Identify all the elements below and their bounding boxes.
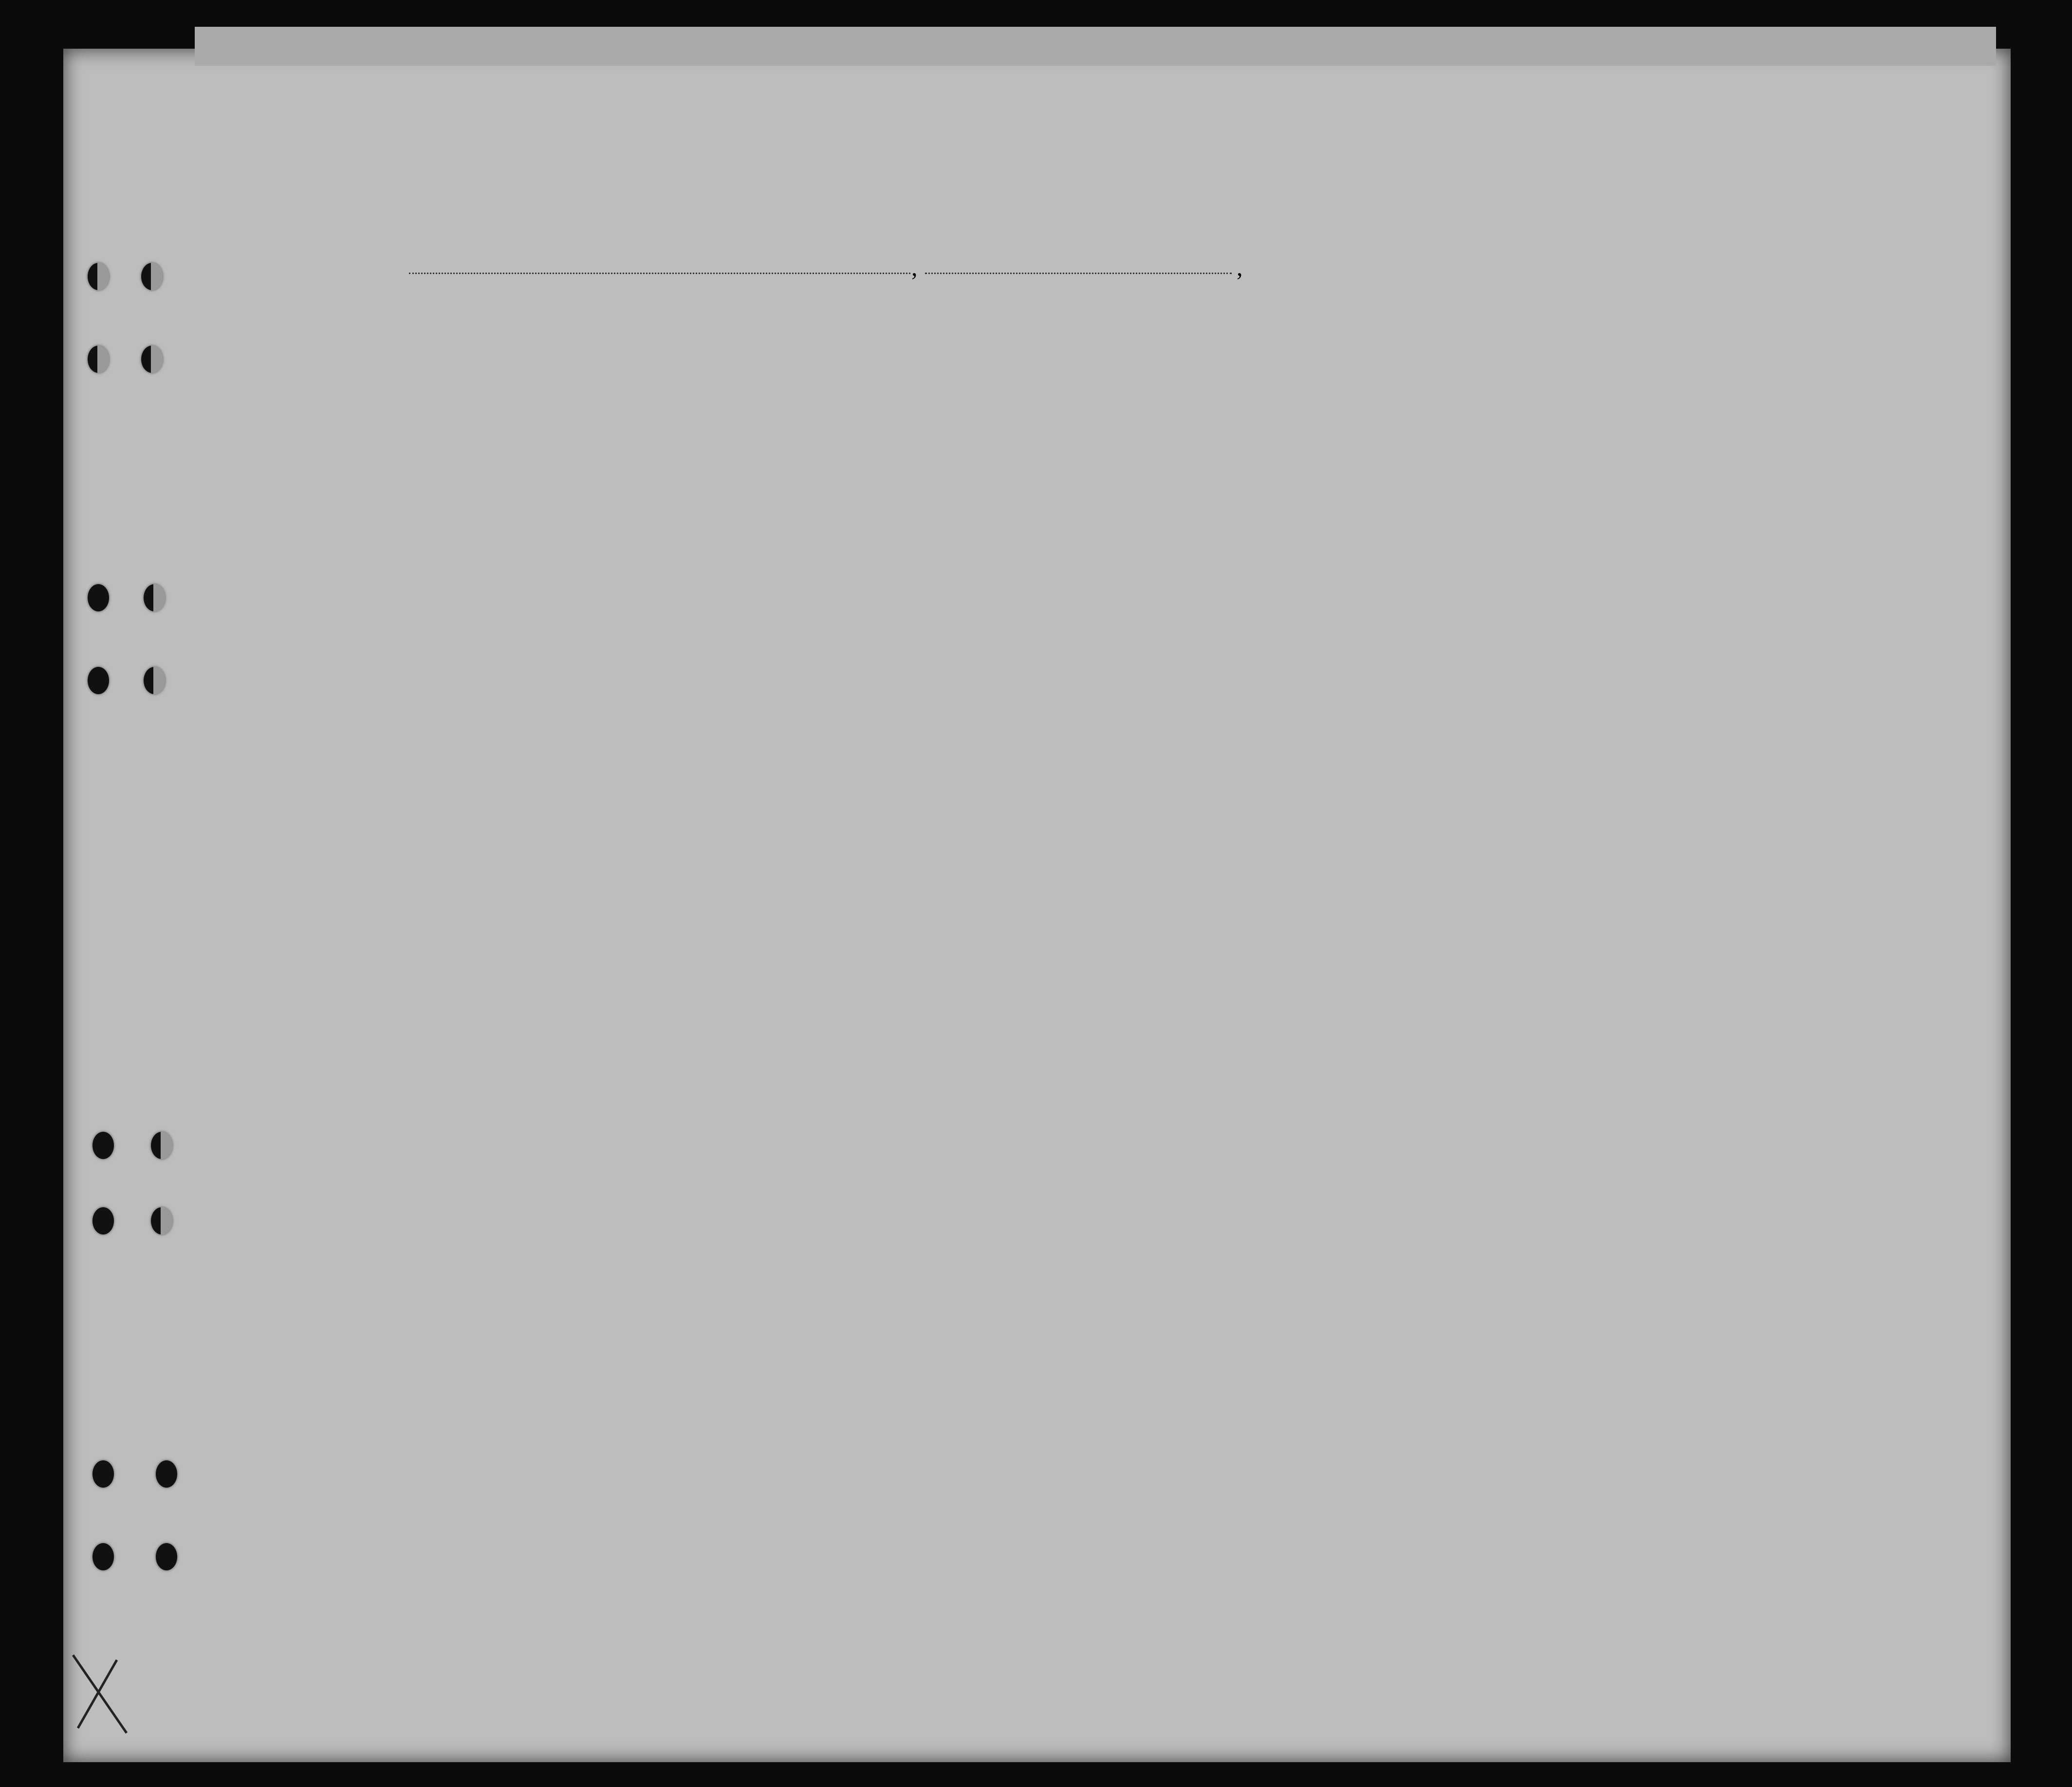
- header-q28: [1414, 336, 1470, 453]
- comma-separator: ,: [1237, 254, 1243, 281]
- header-prison: [1317, 336, 1341, 453]
- header-q29: [1473, 336, 1502, 453]
- header-feet: [1677, 414, 1692, 448]
- header-purpose-length: [1244, 347, 1268, 454]
- header-inches: [1699, 414, 1714, 448]
- header-purpose-citizen: [1272, 347, 1296, 454]
- header-purpose-return: [1216, 347, 1240, 454]
- pencil-x-mark: [68, 1650, 136, 1738]
- header-ticket: [645, 341, 674, 450]
- comma-separator: ,: [911, 254, 918, 281]
- header-possession-50: [765, 336, 790, 453]
- header-q30: [1505, 336, 1525, 453]
- header-polygamist: [1369, 336, 1384, 453]
- header-anarchist: [1396, 336, 1410, 453]
- header-q31: [1529, 336, 1548, 453]
